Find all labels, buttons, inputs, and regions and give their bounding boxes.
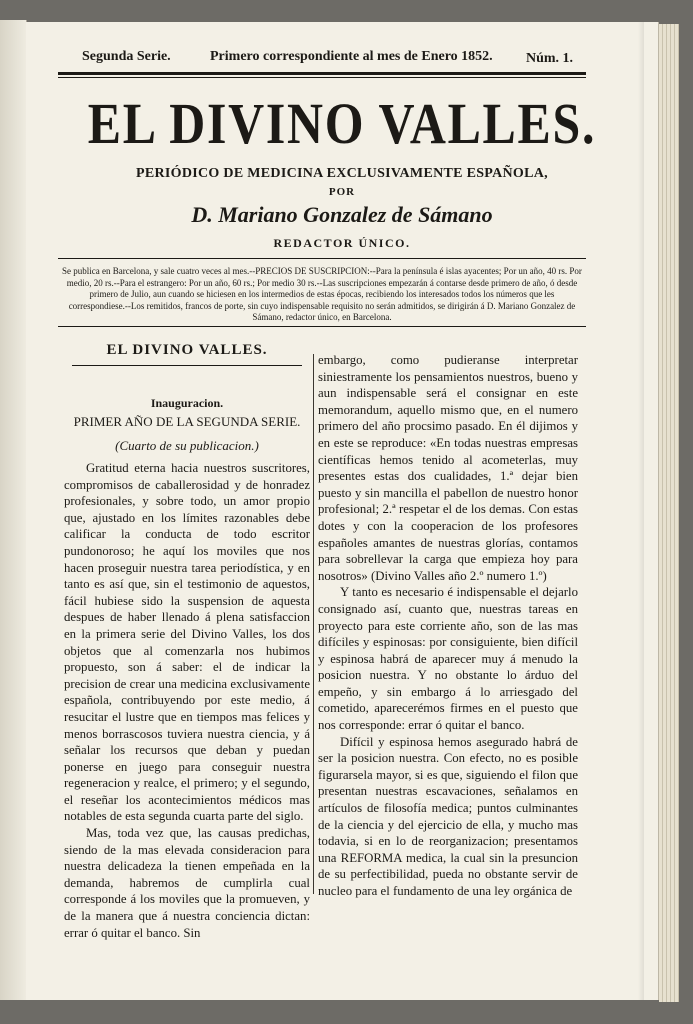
issue-number: Núm. 1. <box>526 51 574 66</box>
masthead-subtitle: PERIÓDICO DE MEDICINA EXCLUSIVAMENTE ESPAÑOLA, <box>136 166 548 181</box>
issue-date: Primero correspondiente al mes de Enero 1852. <box>210 49 493 64</box>
masthead-title: EL DIVINO VALLES. <box>87 91 597 156</box>
subscription-rule-bottom <box>58 326 586 327</box>
masthead-author: D. Mariano Gonzalez de Sámano <box>191 202 493 227</box>
newspaper-page <box>26 22 658 1000</box>
article-note: (Cuarto de su publicacion.) <box>115 438 259 453</box>
left-paragraph-1: Gratitud eterna hacia nuestros suscritores, compromisos de caballerosidad y de honradez profesionales, y sobre todo, un amor propio que, ajustado en los límites razonables debe calificar la conducta de todo escritor pundonoroso; he aquí los moviles que nos hacen proseguir nuestra tarea periodística, y en tanto es así que, sin el testimonio de aquestos, fácil hubiese sido la suspension de aquesta despues de haber llenado á plena satisfaccion en la primera serie del Divino Valles, los dos objetos que al comenzarla nos hubimos propuesto, son á saber: el de indicar la precision de crear una medicina exclusivamente española, contribuyendo por este medio, á resucitar el lustre que en tiempos mas felices y menos borrascosos tuviera nuestra ciencia, y á señalar los recursos que deban y puedan ponerse en juego para conseguir nuestra regeneracion y realce, el primero; y el segundo, el reseñar los acontecimientos médicos mas notables de esta segunda cuarta parte del siglo. <box>64 461 310 824</box>
right-paragraph-1: embargo, como pudieranse interpretar siniestramente los pensamientos nuestros, bueno y aun indispensable será el consignar en este memorandum, aquello mismo que, en el numero primero del año procsimo pasado. En él dijimos y en este se reproduce: «En todas nuestras empresas científicas hemos tenido al acometerlas, muy presentes estas dos cualidades, 1.ª dejar bien puesto y sin mancilla el pabellon de nuestro honor profesional; 2.ª respetar el de los demas. Con estas dotes y con la cooperacion de los profesores españoles amantes de nuestras glorías, contamos para sobrellevar la carga que empieza hoy para nosotros» (Divino Valles año 2.º numero 1.º) <box>318 353 578 583</box>
previous-page-edge <box>0 20 27 1000</box>
section-rule <box>72 365 302 366</box>
page-stack-edges <box>659 24 679 1002</box>
masthead-editor-role: REDACTOR ÚNICO. <box>273 236 411 250</box>
right-paragraph-2: Y tanto es necesario é indispensable el dejarlo consignado así, cuanto que, nuestras tareas en proyecto para este corriente año, son de las mas difíciles y espinosas: por consiguiente, bien difícil y espinosa habrá de aparecer muy á menudo la posicion nuestra. Y no obstante lo árduo del empeño, y sin embargo á lo arriesgado del cometido, aparecerémos firmes en el puesto que nos corresponde: errar ó quitar el banco. <box>318 585 578 733</box>
header-rule-thin <box>58 77 586 78</box>
subscription-rule-top <box>58 258 586 259</box>
article-heading: Inauguracion. <box>150 396 224 410</box>
subscription-info: Se publica en Barcelona, y sale cuatro veces al mes.--PRECIOS DE SUSCRIPCION:--Para la península é islas ayacentes; Por un año, 40 rs. Por medio, 20 rs.--Para el estrangero: Por un año, 60 rs.; Por medio 30 rs.--Las suscripciones empezarán á contarse desde primero de año, ó desde primero de Julio, aun cuando se hiciesen en los intermedios de estas épocas, recibiendo los interesados todos los números que les correspondiese.--Los remitidos, francos de porte, sin cuyo indispensable requisito no serán admitidos, se dirigirán á D. Mariano Gonzalez de Sámano, redactor único, en Barcelona. <box>62 266 582 322</box>
left-column <box>64 342 310 941</box>
series-label: Segunda Serie. <box>82 49 171 64</box>
column-divider <box>313 354 314 894</box>
right-paragraph-3: Difícil y espinosa hemos asegurado habrá de ser la posicion nuestra. Con efecto, no es posible figurarsela mayor, si es que, siguiendo el filon que presentan nuestras escavaciones, señalamos en artículos de filosofía medica; puntos culminantes de la ciencia y del ejercicio de ella, y mucho mas todavia, si en lo de reorganizacion; presentamos una REFORMA medica, la cual sin la presuncion de su perfectibilidad, pueda no obstante servir de nucleo para el fundamento de una ley orgánica de <box>318 734 578 898</box>
article-subheading: PRIMER AÑO DE LA SEGUNDA SERIE. <box>73 414 301 429</box>
section-name: EL DIVINO VALLES. <box>106 342 268 358</box>
masthead-por: POR <box>328 186 356 198</box>
header-rule-thick <box>58 72 586 75</box>
left-paragraph-2: Mas, toda vez que, las causas predichas, siendo de la mas elevada consideracion para nuestra delicadeza la tienen empeñada en la demanda, habremos de cumplirla cual corresponde á los moviles que la promueven, y de la manera que á nuestra conciencia dictan: errar ó quitar el banco. Sin <box>64 826 310 940</box>
right-column <box>318 352 578 900</box>
